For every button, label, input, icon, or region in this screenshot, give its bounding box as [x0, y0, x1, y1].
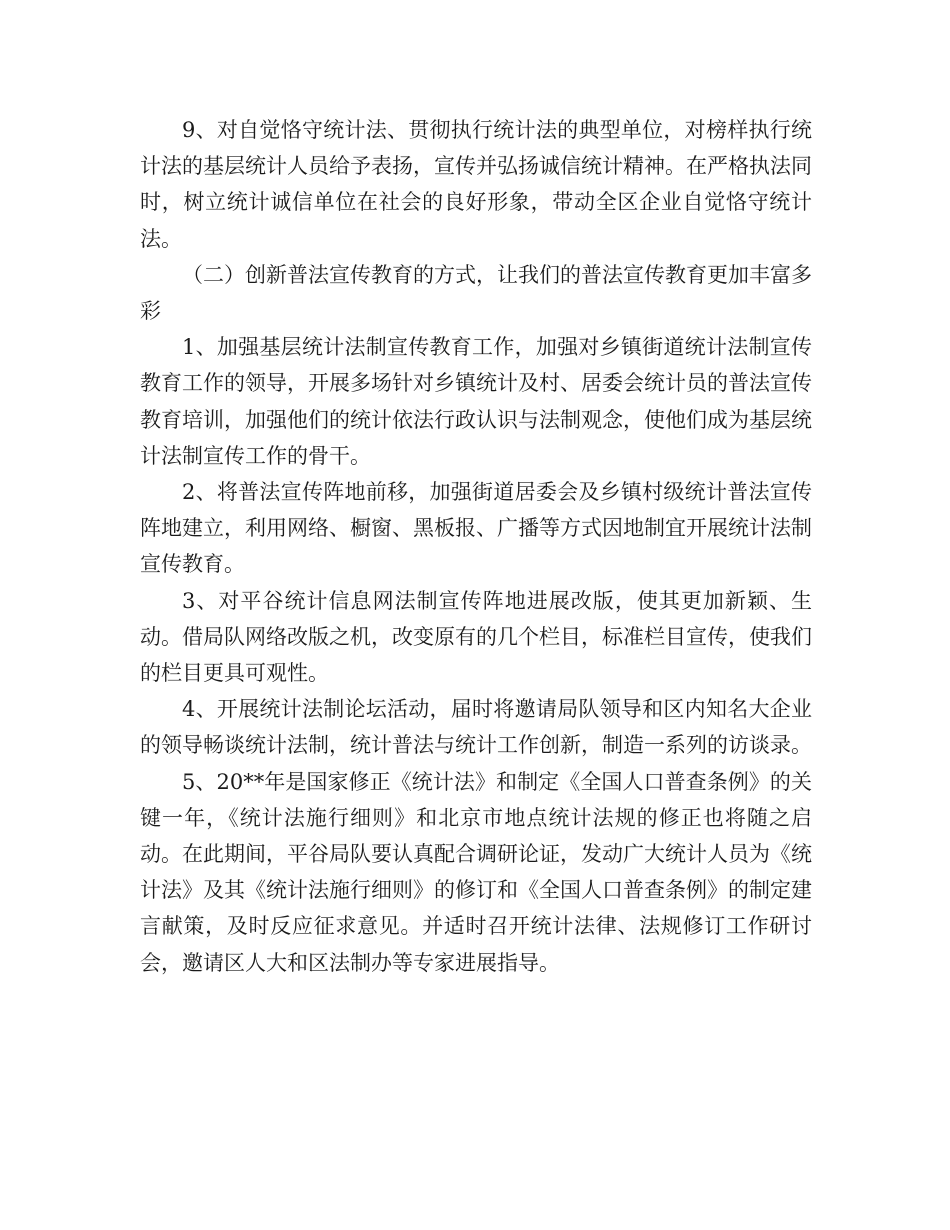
paragraph-item-2: 2、将普法宣传阵地前移，加强街道居委会及乡镇村级统计普法宣传阵地建立，利用网络、橱窗、黑板报、广播等方式因地制宜开展统计法制宣传教育。 [140, 480, 812, 577]
paragraph-item-5: 5、20**年是国家修正《统计法》和制定《全国人口普查条例》的关键一年，《统计法施行细则》和北京市地点统计法规的修正也将随之启动。在此期间，平谷局队要认真配合调研论证，发动广大统计人员为《统计法》及其《统计法施行细则》的修订和《全国人口普查条例》的制定建言献策，及时反应征求意见。并适时召开统计法律、法规修订工作研讨会，邀请区人大和区法制办等专家进展指导。 [140, 769, 812, 975]
paragraph-item-3: 3、对平谷统计信息网法制宣传阵地进展改版，使其更加新颖、生动。借局队网络改版之机，改变原有的几个栏目，标准栏目宣传，使我们的栏目更具可观性。 [140, 588, 812, 686]
paragraph-item-4: 4、开展统计法制论坛活动，届时将邀请局队领导和区内知名大企业的领导畅谈统计法制，统计普法与统计工作创新，制造一系列的访谈录。 [140, 697, 812, 758]
document-page [140, 112, 812, 981]
paragraph-item-9: 9、对自觉恪守统计法、贯彻执行统计法的典型单位，对榜样执行统计法的基层统计人员给予表扬，宣传并弘扬诚信统计精神。在严格执法同时，树立统计诚信单位在社会的良好形象，带动全区企业自觉恪守统计法。 [140, 118, 812, 251]
paragraph-item-1: 1、加强基层统计法制宣传教育工作，加强对乡镇街道统计法制宣传教育工作的领导，开展多场针对乡镇统计及村、居委会统计员的普法宣传教育培训，加强他们的统计依法行政认识与法制观念，使他们成为基层统计法制宣传工作的骨干。 [140, 335, 812, 468]
section-heading-2: （二）创新普法宣传教育的方式，让我们的普法宣传教育更加丰富多彩 [140, 262, 812, 324]
